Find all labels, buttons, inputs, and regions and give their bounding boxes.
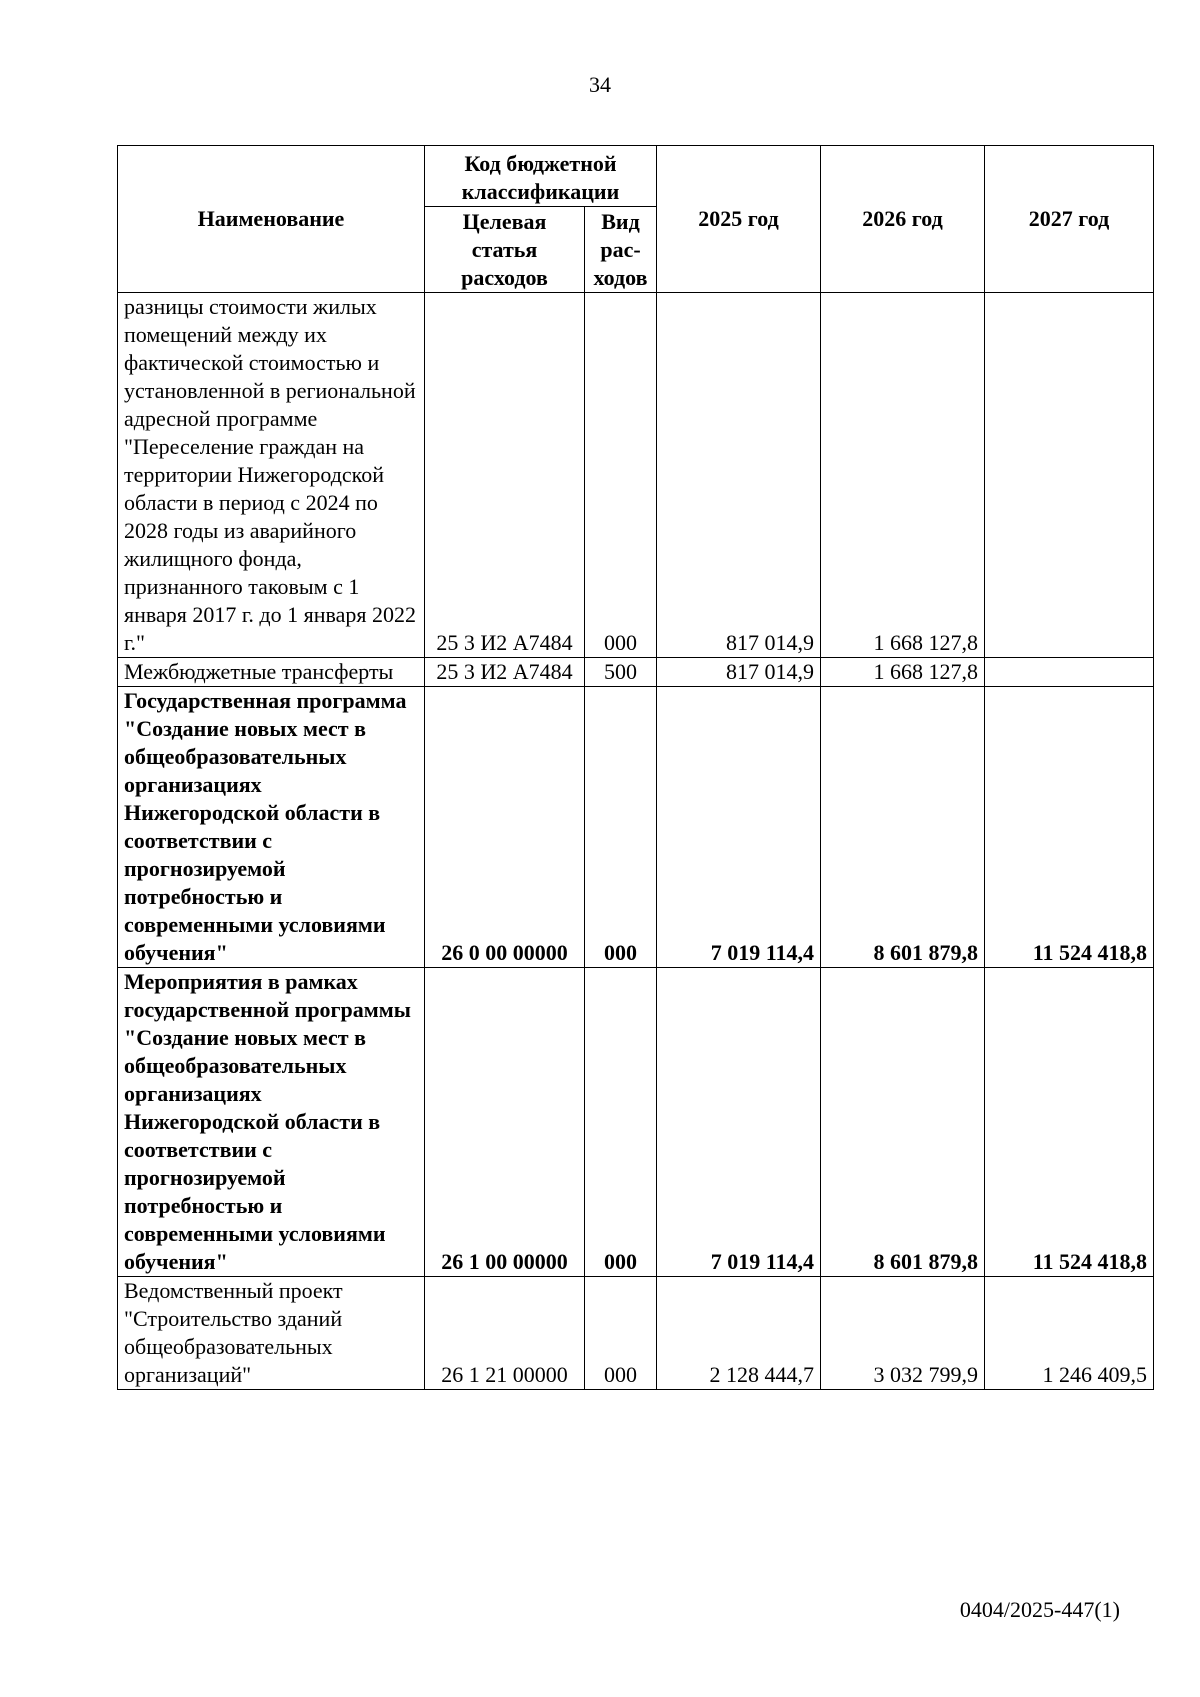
row-target: 25 3 И2 А7484 <box>425 293 585 658</box>
row-target: 26 0 00 00000 <box>425 687 585 968</box>
row-2027: 11 524 418,8 <box>985 968 1154 1277</box>
header-kind: Вид рас-ходов <box>585 207 657 293</box>
header-2026: 2026 год <box>821 146 985 293</box>
row-2025: 817 014,9 <box>657 658 821 687</box>
row-2027 <box>985 658 1154 687</box>
row-2026: 1 668 127,8 <box>821 293 985 658</box>
row-kind: 500 <box>585 658 657 687</box>
row-2026: 3 032 799,9 <box>821 1277 985 1390</box>
row-name: Ведомственный проект "Строительство зданий общеобразовательных организаций" <box>118 1277 425 1390</box>
row-2025: 817 014,9 <box>657 293 821 658</box>
row-name: Мероприятия в рамках государственной программы "Создание новых мест в общеобразовательных организациях Нижегородской области в соответствии с прогнозируемой потребностью и современными условиями обучения" <box>118 968 425 1277</box>
row-target: 26 1 00 00000 <box>425 968 585 1277</box>
row-name: Межбюджетные трансферты <box>118 658 425 687</box>
row-2025: 7 019 114,4 <box>657 687 821 968</box>
budget-table <box>117 145 1154 1390</box>
table-row <box>118 968 1154 1277</box>
row-kind: 000 <box>585 1277 657 1390</box>
table-row <box>118 293 1154 658</box>
table-row <box>118 658 1154 687</box>
table-row <box>118 1277 1154 1390</box>
row-2026: 1 668 127,8 <box>821 658 985 687</box>
row-2027 <box>985 293 1154 658</box>
row-2026: 8 601 879,8 <box>821 968 985 1277</box>
row-name: разницы стоимости жилых помещений между их фактической стоимостью и установленной в региональной адресной программе "Переселение граждан на территории Нижегородской области в период с 2024 по 2028 годы из аварийного жилищного фонда, признанного таковым с 1 января 2017 г. до 1 января 2022 г." <box>118 293 425 658</box>
header-2027: 2027 год <box>985 146 1154 293</box>
header-target: Целевая статья расходов <box>425 207 585 293</box>
header-2025: 2025 год <box>657 146 821 293</box>
row-2025: 7 019 114,4 <box>657 968 821 1277</box>
row-kind: 000 <box>585 968 657 1277</box>
row-2027: 11 524 418,8 <box>985 687 1154 968</box>
row-name: Государственная программа "Создание новых мест в общеобразовательных организациях Нижегородской области в соответствии с прогнозируемой потребностью и современными условиями обучения" <box>118 687 425 968</box>
page-number: 34 <box>589 72 611 97</box>
header-code-group: Код бюджетной классификации <box>425 146 657 207</box>
row-target: 25 3 И2 А7484 <box>425 658 585 687</box>
row-2026: 8 601 879,8 <box>821 687 985 968</box>
row-target: 26 1 21 00000 <box>425 1277 585 1390</box>
table-row <box>118 687 1154 968</box>
row-2027: 1 246 409,5 <box>985 1277 1154 1390</box>
row-kind: 000 <box>585 687 657 968</box>
row-2025: 2 128 444,7 <box>657 1277 821 1390</box>
header-name: Наименование <box>118 146 425 293</box>
document-number: 0404/2025-447(1) <box>959 1597 1120 1622</box>
row-kind: 000 <box>585 293 657 658</box>
